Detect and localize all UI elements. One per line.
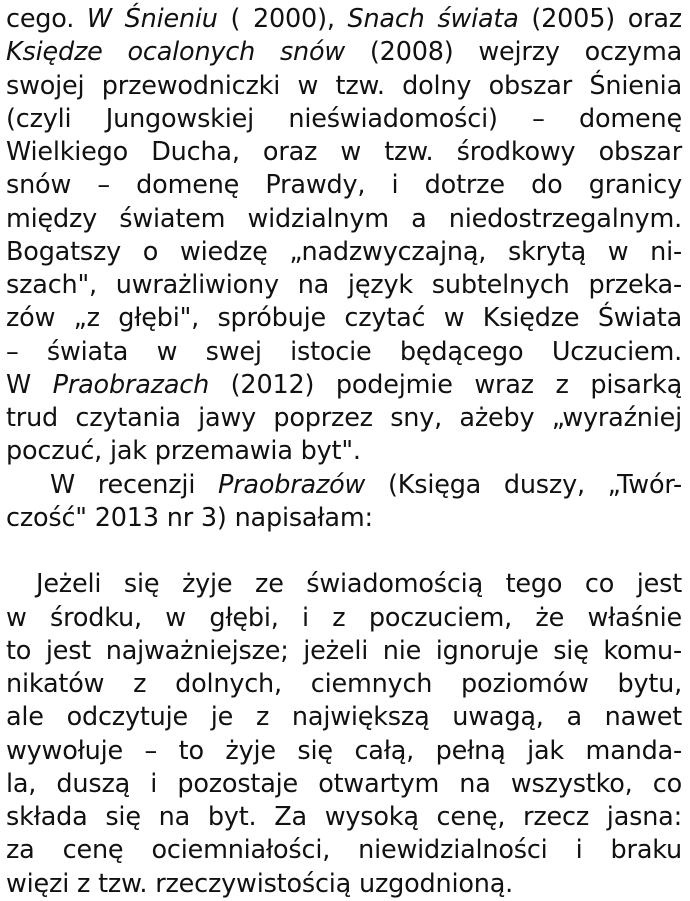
text-line-11: [6, 335, 682, 369]
text-run: szach", uwrażliwiony na język subtelnych przeka-: [6, 270, 682, 301]
title-ksiedze-ocalonych-snow: Księdze ocalonych snów: [6, 37, 346, 68]
text-run: w środku, w głębi, i z poczuciem, że właśnie: [6, 602, 682, 633]
quote-line-7: [6, 767, 682, 801]
text-line-8: [6, 235, 682, 269]
text-run: ale odczytuje je z największą uwagą, a nawet: [6, 702, 682, 733]
quote-line-6: [6, 734, 682, 768]
quote-line-1: [6, 567, 682, 601]
text-run: cego.: [6, 4, 87, 34]
title-w-snieniu: W Śnieniu: [86, 4, 218, 34]
text-run: (czyli Jungowskiej nieświadomości) – domenę: [6, 103, 682, 134]
title-praobrazach: Praobrazach: [52, 369, 210, 400]
text-run: – świata w swej istocie będącego Uczuciem.: [6, 336, 682, 367]
quote-line-4: [6, 667, 682, 701]
quote-line-8: [6, 800, 682, 834]
text-run: (2012) podejmie wraz z pisarką: [209, 369, 682, 400]
text-run: (2008) wejrzy oczyma: [345, 37, 683, 68]
text-line-12: [6, 368, 682, 402]
text-line-4: [6, 102, 682, 136]
text-run: Wielkiego Ducha, oraz w tzw. środkowy obszar: [6, 137, 682, 168]
text-run: między światem widzialnym a niedostrzegalnym.: [6, 203, 682, 234]
text-line-9: [6, 268, 682, 302]
title-snach-swiata: Snach świata: [347, 4, 519, 34]
text-line-6: [6, 168, 682, 202]
text-run: la, duszą i pozostaje otwartym na wszystko, co: [6, 768, 682, 799]
text-line-5: [6, 135, 682, 169]
text-run: składa się na byt. Za wysoką cenę, rzecz jasna:: [6, 802, 682, 833]
text-run: więzi z tzw. rzeczywistością uzgodnioną.: [6, 868, 514, 899]
quote-line-10: [6, 867, 682, 901]
text-run: za cenę ociemniałości, niewidzialności i braku: [6, 835, 682, 866]
text-run: poczuć, jak przemawia byt".: [6, 436, 361, 467]
text-run: czość" 2013 nr 3) napisałam:: [6, 502, 373, 533]
text-run: wywołuje – to żyje się całą, pełną jak manda-: [6, 735, 682, 766]
quote-line-5: [6, 700, 682, 734]
text-line-3: [6, 69, 682, 103]
quote-line-9: [6, 833, 682, 867]
text-run: W recenzji: [50, 469, 218, 500]
text-run: (Księga duszy, „Twór-: [365, 469, 682, 500]
text-line-16: [6, 501, 682, 535]
text-run: (2005) oraz: [518, 4, 682, 34]
text-run: swojej przewodniczki w tzw. dolny obszar Śnienia: [6, 70, 682, 101]
text-run: trud czytania jawy poprzez sny, ażeby „wyraźniej: [6, 403, 682, 434]
text-run: W: [6, 369, 53, 400]
text-line-15: [6, 468, 682, 502]
text-run: ( 2000),: [217, 4, 348, 34]
text-line-2: [6, 35, 682, 69]
text-line-1: [6, 2, 682, 36]
text-line-10: [6, 301, 682, 335]
title-praobrazow: Praobrazów: [217, 469, 366, 500]
text-line-13: [6, 401, 682, 435]
text-run: Bogatszy o wiedzę „nadzwyczajną, skrytą w ni-: [6, 236, 682, 267]
quote-line-3: [6, 634, 682, 668]
text-line-7: [6, 202, 682, 236]
text-run: Jeżeli się żyje ze świadomością tego co jest: [36, 569, 682, 600]
text-line-14: [6, 434, 682, 468]
text-run: nikatów z dolnych, ciemnych poziomów bytu,: [6, 669, 682, 700]
text-run: zów „z głębi", spróbuje czytać w Księdze Świata: [6, 303, 682, 334]
text-run: to jest najważniejsze; jeżeli nie ignoruje się komu-: [6, 635, 682, 666]
text-run: snów – domenę Prawdy, i dotrze do granicy: [6, 170, 682, 201]
quote-line-2: [6, 601, 682, 635]
